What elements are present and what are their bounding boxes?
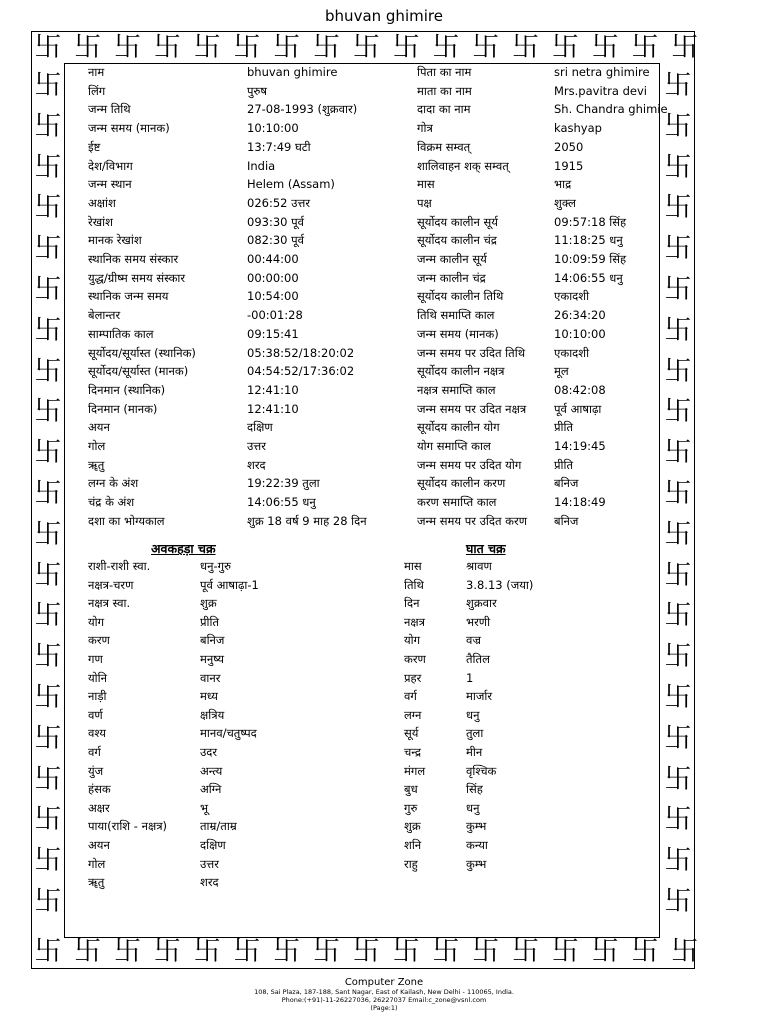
- ghaat-label: तिथि: [404, 577, 424, 592]
- avakahada-label: गण: [88, 652, 103, 666]
- detail-value: bhuvan ghimire: [247, 65, 338, 79]
- avakahada-value: बनिज: [200, 633, 225, 648]
- detail-value: मूल: [554, 364, 569, 379]
- detail-value: बनिज: [554, 513, 579, 528]
- avakahada-label: करण: [88, 633, 110, 648]
- detail-value: 10:54:00: [247, 289, 299, 304]
- detail-value: 026:52 उत्तर: [247, 195, 311, 210]
- swastika-icon: 卐: [313, 936, 341, 967]
- detail-label: स्थानिक जन्म समय: [88, 289, 169, 304]
- swastika-icon: 卐: [631, 936, 659, 967]
- detail-value: 14:06:55 धनु: [554, 270, 623, 285]
- ghaat-label: सूर्य: [404, 726, 419, 741]
- detail-label: नाम: [88, 65, 105, 79]
- detail-value: 093:30 पूर्व: [247, 214, 305, 229]
- swastika-icon: 卐: [34, 559, 62, 591]
- detail-label: सूर्योदय कालीन तिथि: [417, 289, 504, 304]
- detail-label: दिनमान (स्थानिक): [88, 382, 166, 397]
- swastika-icon: 卐: [432, 936, 460, 967]
- avakahada-heading: अवकहड़ा चक्र: [151, 541, 216, 556]
- avakahada-label: युंज: [88, 763, 104, 778]
- swastika-icon: 卐: [664, 233, 692, 265]
- ghaat-label: मंगल: [404, 763, 426, 778]
- swastika-icon: 卐: [34, 437, 62, 469]
- avakahada-label: राशी-राशी स्वा.: [88, 559, 151, 573]
- ghaat-label: शनि: [404, 838, 422, 852]
- footer-contact: Phone:(+91)-11-26227036, 26227037 Email:c_zone@vsnl.com: [281, 996, 487, 1004]
- detail-value: 00:44:00: [247, 252, 299, 266]
- detail-label: बेलान्तर: [88, 308, 121, 323]
- detail-label: जन्म कालीन सूर्य: [417, 252, 487, 266]
- swastika-icon: 卐: [34, 936, 62, 967]
- avakahada-value: क्षत्रिय: [200, 707, 225, 722]
- avakahada-label: अयन: [88, 838, 110, 852]
- detail-label: सूर्योदय कालीन सूर्य: [417, 214, 498, 229]
- detail-label: सूर्योदय कालीन नक्षत्र: [417, 364, 505, 379]
- swastika-icon: 卐: [34, 518, 62, 550]
- avakahada-value: भू: [200, 800, 209, 815]
- avakahada-label: गोल: [88, 856, 106, 871]
- avakahada-label: योग: [88, 614, 105, 629]
- swastika-icon: 卐: [671, 936, 699, 967]
- swastika-icon: 卐: [432, 32, 460, 63]
- detail-value: Sh. Chandra ghimie: [554, 102, 668, 117]
- detail-value: 04:54:52/17:36:02: [247, 364, 355, 379]
- avakahada-label: वश्य: [88, 726, 106, 741]
- detail-value: 26:34:20: [554, 308, 606, 323]
- swastika-icon: 卐: [34, 682, 62, 713]
- detail-value: एकादशी: [554, 289, 590, 304]
- detail-label: ईष्ट: [88, 139, 101, 154]
- detail-value: Helem (Assam): [247, 177, 335, 192]
- swastika-icon: 卐: [34, 763, 62, 795]
- swastika-icon: 卐: [34, 32, 62, 63]
- swastika-icon: 卐: [313, 32, 341, 63]
- avakahada-value: धनु-गुरु: [200, 559, 231, 573]
- detail-label: सूर्योदय कालीन योग: [417, 420, 500, 435]
- ghaat-label: मास: [404, 559, 422, 573]
- footer-page: (Page:1): [370, 1004, 398, 1012]
- swastika-icon: 卐: [273, 32, 301, 63]
- avakahada-value: वानर: [200, 670, 221, 685]
- detail-label: गोल: [88, 439, 106, 453]
- detail-value: भाद्र: [554, 177, 572, 192]
- swastika-icon: 卐: [34, 804, 62, 836]
- swastika-icon: 卐: [664, 600, 692, 632]
- detail-value: 05:38:52/18:20:02: [247, 345, 355, 360]
- detail-label: चंद्र के अंश: [88, 495, 135, 510]
- detail-label: जन्म तिथि: [88, 102, 131, 117]
- detail-label: विक्रम सम्वत्: [417, 139, 471, 154]
- detail-value: शुक्ल: [554, 195, 576, 210]
- swastika-icon: 卐: [551, 32, 579, 63]
- detail-value: 00:00:00: [247, 270, 299, 285]
- detail-label: करण समाप्ति काल: [417, 495, 497, 510]
- ghaat-label: गुरु: [404, 800, 418, 815]
- ghaat-value: 1: [466, 670, 474, 685]
- avakahada-value: मनुष्य: [200, 652, 225, 666]
- avakahada-label: नक्षत्र स्वा.: [88, 596, 131, 611]
- avakahada-value: पूर्व आषाढ़ा-1: [200, 577, 259, 592]
- detail-label: लग्न के अंश: [88, 476, 139, 491]
- avakahada-value: मानव/चतुष्पद: [200, 726, 257, 741]
- swastika-icon: 卐: [512, 936, 540, 967]
- swastika-icon: 卐: [664, 518, 692, 550]
- avakahada-label: अक्षर: [88, 800, 110, 815]
- ghaat-value: कुम्भ: [466, 819, 487, 834]
- detail-value: 1915: [554, 158, 584, 173]
- swastika-icon: 卐: [34, 274, 62, 305]
- swastika-icon: 卐: [34, 151, 62, 183]
- detail-value: 19:22:39 तुला: [247, 476, 320, 491]
- swastika-icon: 卐: [664, 396, 692, 428]
- detail-value: 12:41:10: [247, 401, 299, 416]
- detail-value: 14:19:45: [554, 439, 606, 453]
- detail-value: 09:15:41: [247, 326, 299, 341]
- ghaat-value: शुक्रवार: [466, 596, 497, 611]
- swastika-icon: 卐: [664, 763, 692, 795]
- detail-value: 14:06:55 धनु: [247, 495, 316, 510]
- ghaat-label: शुक्र: [404, 819, 421, 834]
- avakahada-value: मध्य: [200, 689, 218, 704]
- detail-label: जन्म समय (मानक): [417, 326, 499, 341]
- avakahada-label: पाया(राशि - नक्षत्र): [88, 819, 168, 834]
- avakahada-value: अग्नि: [200, 782, 222, 797]
- swastika-icon: 卐: [114, 936, 142, 967]
- ghaat-value: भरणी: [466, 614, 491, 629]
- swastika-icon: 卐: [34, 192, 62, 224]
- avakahada-value: उदर: [200, 745, 218, 759]
- detail-label: पक्ष: [417, 195, 432, 210]
- detail-value: Mrs.pavitra devi: [554, 83, 647, 98]
- ghaat-label: बुध: [404, 782, 418, 797]
- swastika-icon: 卐: [664, 641, 692, 673]
- detail-value: -00:01:28: [247, 308, 303, 323]
- swastika-icon: 卐: [591, 32, 619, 63]
- detail-label: लिंग: [88, 83, 106, 98]
- avakahada-label: नाड़ी: [88, 689, 107, 704]
- detail-label: मानक रेखांश: [88, 233, 142, 248]
- swastika-icon: 卐: [273, 936, 301, 967]
- avakahada-value: उत्तर: [200, 856, 219, 871]
- ghaat-value: धनु: [466, 800, 480, 815]
- avakahada-label: नक्षत्र-चरण: [88, 577, 134, 592]
- detail-value: 08:42:08: [554, 382, 606, 397]
- swastika-icon: 卐: [34, 600, 62, 632]
- swastika-icon: 卐: [664, 478, 692, 509]
- swastika-icon: 卐: [671, 32, 699, 63]
- swastika-icon: 卐: [664, 274, 692, 305]
- detail-value: 2050: [554, 139, 584, 154]
- swastika-icon: 卐: [664, 804, 692, 836]
- avakahada-value: दक्षिण: [200, 838, 226, 852]
- detail-value: शरद: [247, 457, 266, 472]
- ghaat-value: तुला: [466, 726, 484, 741]
- swastika-icon: 卐: [664, 314, 692, 346]
- detail-label: अयन: [88, 420, 110, 435]
- detail-value: दक्षिण: [247, 420, 273, 435]
- ghaat-label: करण: [404, 652, 426, 666]
- swastika-icon: 卐: [74, 936, 102, 967]
- ghaat-label: लग्न: [404, 707, 422, 722]
- footer-address: 108, Sai Plaza, 187-188, Sant Nagar, East of Kailash, New Delhi - 110065, India.: [254, 988, 514, 996]
- swastika-icon: 卐: [664, 682, 692, 713]
- page-title: bhuvan ghimire: [325, 7, 443, 25]
- detail-value: 10:09:59 सिंह: [554, 252, 627, 266]
- detail-value: 11:18:25 धनु: [554, 233, 623, 248]
- ghaat-heading: घात चक्र: [466, 541, 506, 556]
- swastika-icon: 卐: [352, 32, 380, 63]
- ghaat-value: सिंह: [466, 782, 483, 797]
- ghaat-label: दिन: [404, 596, 420, 611]
- detail-value: 14:18:49: [554, 495, 606, 510]
- detail-value: sri netra ghimire: [554, 65, 650, 79]
- swastika-icon: 卐: [664, 70, 692, 101]
- detail-value: 082:30 पूर्व: [247, 233, 305, 248]
- ghaat-value: मार्जार: [466, 689, 493, 704]
- ghaat-label: नक्षत्र: [404, 614, 425, 629]
- avakahada-label: हंसक: [88, 782, 111, 797]
- detail-label: जन्म कालीन चंद्र: [417, 270, 486, 285]
- swastika-icon: 卐: [233, 32, 261, 63]
- detail-label: सूर्योदय/सूर्यास्त (स्थानिक): [88, 345, 196, 360]
- detail-label: सूर्योदय कालीन चंद्र: [417, 233, 497, 248]
- avakahada-label: वर्ण: [88, 707, 103, 722]
- ghaat-value: मीन: [466, 745, 483, 759]
- ghaat-label: वर्ग: [404, 689, 417, 704]
- swastika-icon: 卐: [664, 110, 692, 142]
- detail-value: 27-08-1993 (शुक्रवार): [247, 102, 358, 117]
- swastika-icon: 卐: [392, 32, 420, 63]
- detail-label: जन्म समय पर उदित नक्षत्र: [417, 401, 527, 416]
- detail-label: पिता का नाम: [417, 65, 472, 79]
- swastika-icon: 卐: [664, 355, 692, 387]
- detail-label: युद्ध/ग्रीष्म समय संस्कार: [88, 270, 186, 285]
- swastika-icon: 卐: [114, 32, 142, 63]
- detail-label: मास: [417, 177, 435, 192]
- avakahada-value: शुक्र: [200, 596, 217, 611]
- detail-label: नक्षत्र समाप्ति काल: [417, 382, 496, 397]
- detail-label: दिनमान (मानक): [88, 401, 158, 416]
- swastika-icon: 卐: [34, 314, 62, 346]
- swastika-icon: 卐: [34, 886, 62, 917]
- swastika-icon: 卐: [664, 437, 692, 469]
- swastika-icon: 卐: [392, 936, 420, 967]
- detail-value: उत्तर: [247, 439, 266, 453]
- detail-value: 12:41:10: [247, 382, 299, 397]
- detail-label: ॠतु: [88, 457, 105, 472]
- swastika-icon: 卐: [34, 478, 62, 509]
- swastika-icon: 卐: [664, 722, 692, 754]
- swastika-icon: 卐: [34, 355, 62, 387]
- detail-label: जन्म समय (मानक): [88, 121, 170, 136]
- detail-value: kashyap: [554, 121, 602, 136]
- ghaat-value: 3.8.13 (जया): [466, 577, 534, 592]
- detail-label: साम्पातिक काल: [88, 326, 154, 341]
- ghaat-value: कुम्भ: [466, 856, 487, 871]
- detail-value: एकादशी: [554, 345, 590, 360]
- swastika-icon: 卐: [664, 886, 692, 917]
- detail-label: रेखांश: [88, 214, 113, 229]
- swastika-icon: 卐: [34, 845, 62, 877]
- detail-value: बनिज: [554, 476, 579, 491]
- swastika-icon: 卐: [472, 936, 500, 967]
- ghaat-value: कन्या: [466, 838, 488, 852]
- detail-label: तिथि समाप्ति काल: [417, 308, 495, 323]
- swastika-icon: 卐: [193, 32, 221, 63]
- detail-label: सूर्योदय कालीन करण: [417, 476, 506, 491]
- detail-value: पूर्व आषाढ़ा: [554, 401, 602, 416]
- detail-label: स्थानिक समय संस्कार: [88, 252, 179, 266]
- swastika-icon: 卐: [34, 110, 62, 142]
- swastika-icon: 卐: [664, 845, 692, 877]
- avakahada-label: वर्ग: [88, 745, 101, 759]
- detail-value: 09:57:18 सिंह: [554, 214, 627, 229]
- ghaat-value: श्रावण: [466, 559, 492, 573]
- swastika-icon: 卐: [34, 641, 62, 673]
- detail-label: शालिवाहन शक् सम्वत्: [417, 158, 509, 173]
- detail-value: शुक्र 18 वर्ष 9 माह 28 दिन: [247, 513, 367, 528]
- swastika-icon: 卐: [153, 936, 181, 967]
- ghaat-label: चन्द्र: [404, 745, 421, 759]
- detail-value: प्रीति: [554, 457, 574, 472]
- swastika-icon: 卐: [664, 559, 692, 591]
- avakahada-value: शरद: [200, 875, 219, 890]
- detail-label: जन्म समय पर उदित तिथि: [417, 345, 526, 360]
- swastika-icon: 卐: [631, 32, 659, 63]
- ghaat-value: तैतिल: [466, 652, 490, 666]
- detail-value: 10:10:00: [247, 121, 299, 136]
- detail-value: पुरुष: [247, 83, 268, 98]
- detail-label: देश/विभाग: [88, 158, 133, 173]
- swastika-icon: 卐: [233, 936, 261, 967]
- ghaat-value: धनु: [466, 707, 480, 722]
- avakahada-value: अन्त्य: [200, 763, 223, 778]
- detail-label: जन्म समय पर उदित करण: [417, 513, 528, 528]
- swastika-icon: 卐: [664, 151, 692, 183]
- ghaat-value: वज्र: [466, 633, 481, 648]
- detail-label: अक्षांश: [88, 195, 116, 210]
- detail-label: जन्म समय पर उदित योग: [417, 457, 522, 472]
- ghaat-label: प्रहर: [404, 670, 422, 685]
- ghaat-label: राहु: [404, 856, 418, 871]
- swastika-icon: 卐: [551, 936, 579, 967]
- ghaat-value: वृश्चिक: [466, 763, 497, 778]
- swastika-icon: 卐: [34, 233, 62, 265]
- detail-value: 13:7:49 घटी: [247, 139, 311, 154]
- detail-value: प्रीति: [554, 420, 574, 435]
- avakahada-label: ॠतु: [88, 875, 105, 890]
- swastika-icon: 卐: [34, 396, 62, 428]
- swastika-icon: 卐: [34, 70, 62, 101]
- detail-value: 10:10:00: [554, 326, 606, 341]
- detail-label: माता का नाम: [417, 83, 472, 98]
- footer-company: Computer Zone: [344, 977, 424, 988]
- swastika-icon: 卐: [193, 936, 221, 967]
- detail-label: दादा का नाम: [417, 102, 471, 117]
- swastika-icon: 卐: [591, 936, 619, 967]
- avakahada-value: प्रीति: [200, 614, 220, 629]
- swastika-icon: 卐: [512, 32, 540, 63]
- swastika-icon: 卐: [34, 722, 62, 754]
- detail-label: दशा का भोग्यकाल: [88, 513, 165, 528]
- avakahada-value: ताम्र/ताम्र: [200, 819, 237, 834]
- swastika-icon: 卐: [664, 192, 692, 224]
- detail-label: गोत्र: [417, 121, 433, 136]
- ghaat-label: योग: [404, 633, 421, 648]
- swastika-icon: 卐: [472, 32, 500, 63]
- detail-label: जन्म स्थान: [88, 177, 132, 192]
- detail-label: योग समाप्ति काल: [417, 439, 491, 453]
- detail-label: सूर्योदय/सूर्यास्त (मानक): [88, 364, 189, 379]
- swastika-icon: 卐: [352, 936, 380, 967]
- detail-value: India: [247, 158, 276, 173]
- swastika-icon: 卐: [74, 32, 102, 63]
- swastika-icon: 卐: [153, 32, 181, 63]
- avakahada-label: योनि: [88, 670, 108, 685]
